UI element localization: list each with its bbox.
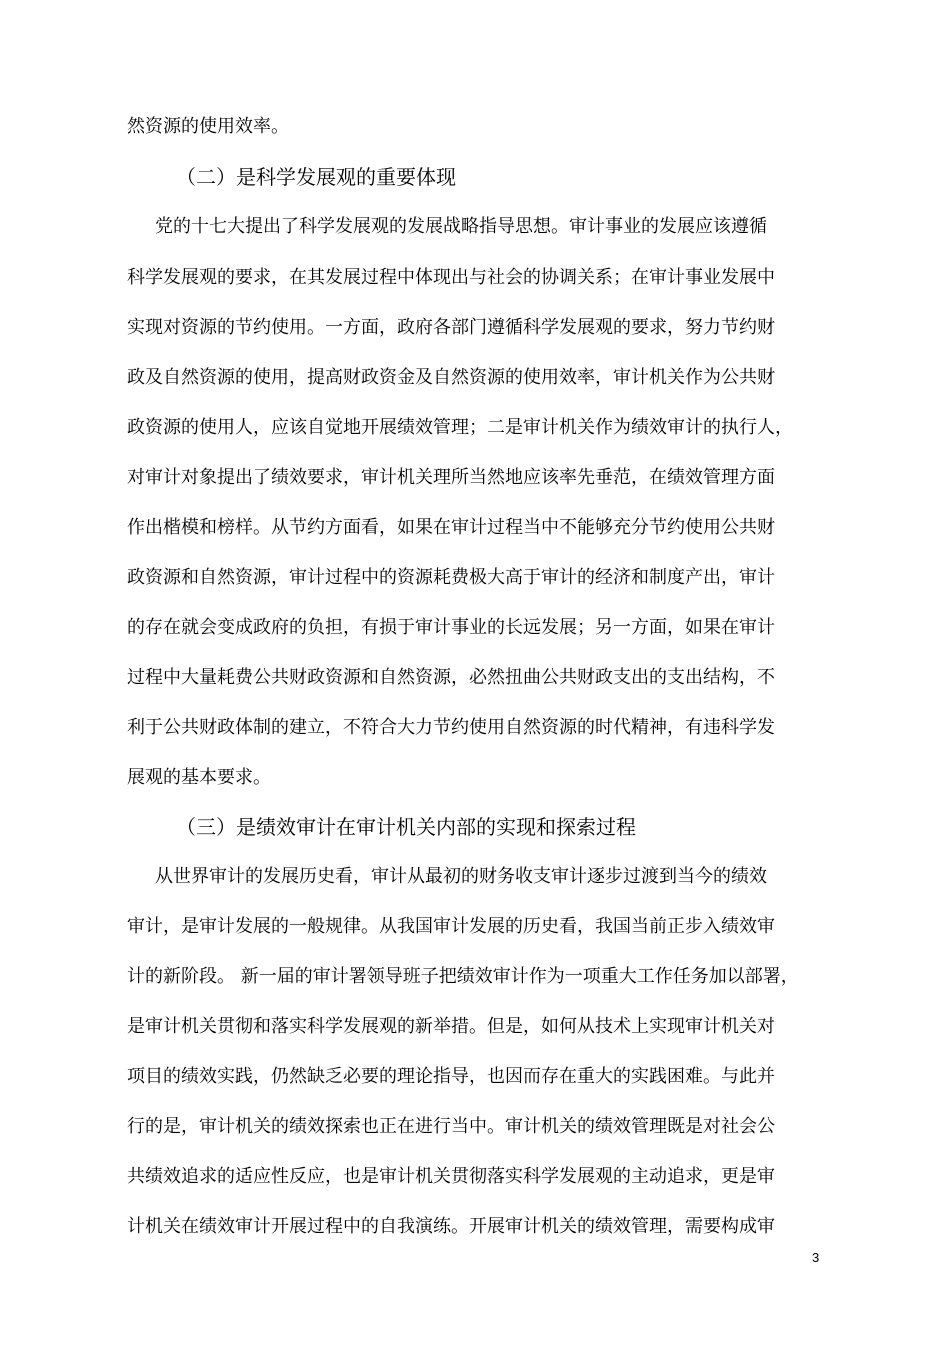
paragraph-line: 审计，是审计发展的一般规律。从我国审计发展的历史看，我国当前正步入绩效审 <box>127 916 775 937</box>
paragraph-line: 共绩效追求的适应性反应，也是审计机关贯彻落实科学发展观的主动追求，更是审 <box>127 1166 775 1187</box>
section-heading: （三）是绩效审计在审计机关内部的实现和探索过程 <box>176 815 636 839</box>
paragraph-line: 政资源和自然资源，审计过程中的资源耗费极大高于审计的经济和制度产出，审计 <box>127 567 775 588</box>
paragraph-line: 行的是，审计机关的绩效探索也正在进行当中。审计机关的绩效管理既是对社会公 <box>127 1116 775 1137</box>
paragraph-line: 利于公共财政体制的建立，不符合大力节约使用自然资源的时代精神，有违科学发 <box>127 717 775 738</box>
paragraph-line: 对审计对象提出了绩效要求，审计机关理所当然地应该率先垂范，在绩效管理方面 <box>127 467 775 488</box>
page-number: 3 <box>812 1250 820 1265</box>
paragraph-line: 的存在就会变成政府的负担，有损于审计事业的长远发展；另一方面，如果在审计 <box>127 617 775 638</box>
paragraph-line: 项目的绩效实践，仍然缺乏必要的理论指导，也因而存在重大的实践困难。与此并 <box>127 1066 775 1087</box>
paragraph-line: 政资源的使用人，应该自觉地开展绩效管理；二是审计机关作为绩效审计的执行人， <box>127 417 793 438</box>
paragraph-line: 是审计机关贯彻和落实科学发展观的新举措。但是，如何从技术上实现审计机关对 <box>127 1016 775 1037</box>
paragraph-line: 展观的基本要求。 <box>127 767 271 788</box>
section-heading: （二）是科学发展观的重要体现 <box>176 165 456 189</box>
paragraph-line: 作出楷模和榜样。从节约方面看，如果在审计过程当中不能够充分节约使用公共财 <box>127 517 775 538</box>
paragraph-line: 政及自然资源的使用，提高财政资金及自然资源的使用效率，审计机关作为公共财 <box>127 367 775 388</box>
paragraph-line: 党的十七大提出了科学发展观的发展战略指导思想。审计事业的发展应该遵循 <box>155 216 767 237</box>
paragraph-line: 计机关在绩效审计开展过程中的自我演练。开展审计机关的绩效管理，需要构成审 <box>127 1216 775 1237</box>
paragraph-line: 实现对资源的节约使用。一方面，政府各部门遵循科学发展观的要求，努力节约财 <box>127 317 775 338</box>
paragraph-line: 然资源的使用效率。 <box>127 116 289 137</box>
paragraph-line: 计的新阶段。 新一届的审计署领导班子把绩效审计作为一项重大工作任务加以部署， <box>127 966 799 987</box>
paragraph-line: 过程中大量耗费公共财政资源和自然资源，必然扭曲公共财政支出的支出结构，不 <box>127 667 775 688</box>
paragraph-line: 科学发展观的要求，在其发展过程中体现出与社会的协调关系；在审计事业发展中 <box>127 267 775 288</box>
paragraph-line: 从世界审计的发展历史看，审计从最初的财务收支审计逐步过渡到当今的绩效 <box>155 866 767 887</box>
